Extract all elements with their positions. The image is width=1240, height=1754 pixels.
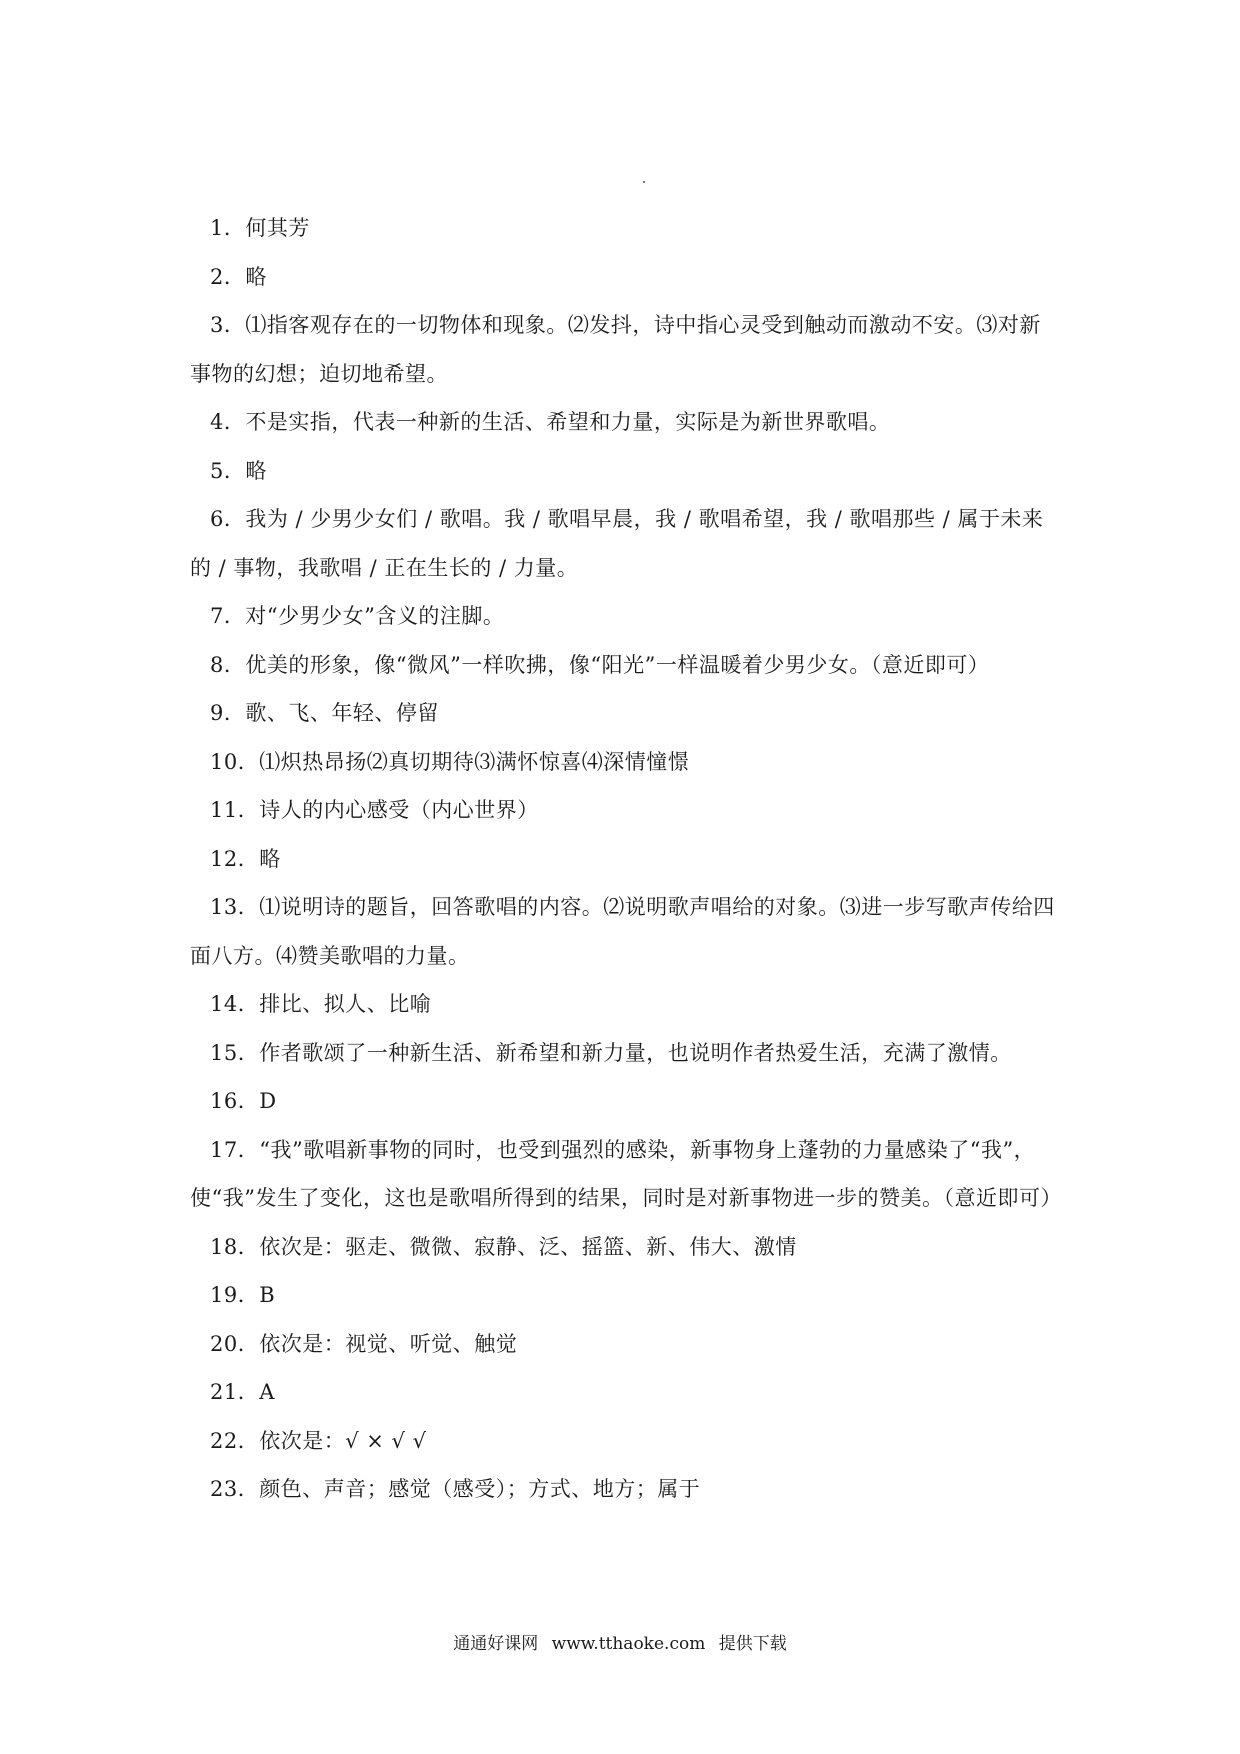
answer-number: 14． [210,992,260,1016]
answer-number: 3． [210,313,246,337]
answer-item-13 [190,883,1060,980]
answer-number: 9． [210,701,246,725]
answer-text: D [259,1089,277,1113]
answer-number: 21． [210,1380,260,1404]
answer-text: 优美的形象，像“微风”一样吹拂，像“阳光”一样温暖着少男少女。（意近即可） [245,652,990,677]
footer-url: www.tthaoke.com [551,1634,706,1654]
answer-text: 歌、飞、年轻、停留 [245,701,439,725]
answer-text: 略 [259,846,281,871]
footer-suffix: 提供下载 [718,1634,787,1654]
answer-number: 11． [210,798,260,822]
answer-text: 依次是：驱走、微微、寂静、泛、摇篮、新、伟大、激情 [259,1234,797,1259]
answer-item-23 [190,1465,1060,1514]
answer-number: 17． [210,1137,260,1162]
answer-item-7 [190,592,1060,641]
answer-number: 13． [210,895,260,919]
answer-number: 8． [210,652,246,677]
answer-number: 18． [210,1234,260,1259]
footer-site-name: 通通好课网 [453,1634,539,1654]
answer-number: 10． [210,749,260,774]
answer-item-4 [190,398,1060,447]
answer-text: 作者歌颂了一种新生活、新希望和新力量，也说明作者热爱生活，充满了激情。 [259,1040,1012,1065]
answer-number: 6． [210,507,246,531]
answer-item-14 [190,980,1060,1029]
answer-number: 15． [210,1040,260,1065]
answer-list [190,204,1060,1514]
answer-text: 依次是：视觉、听觉、触觉 [259,1331,518,1356]
answer-item-10 [190,738,1060,787]
answer-item-2 [190,253,1060,302]
answer-item-8 [190,641,1060,690]
answer-number: 16． [210,1089,260,1113]
answer-text: 诗人的内心感受（内心世界） [259,798,539,822]
answer-text: 不是实指，代表一种新的生活、希望和力量，实际是为新世界歌唱。 [245,410,891,434]
answer-item-17 [190,1126,1060,1223]
answer-text: 何其芳 [245,216,310,240]
answer-item-16 [190,1077,1060,1126]
answer-number: 19． [210,1283,260,1307]
answer-number: 7． [210,604,246,628]
scan-speck [643,181,645,183]
answer-item-22 [190,1417,1060,1466]
answer-number: 1． [210,216,246,240]
answer-item-11 [190,786,1060,835]
answer-text: B [259,1283,276,1307]
answer-text: 略 [245,264,267,289]
page-footer [0,1629,1240,1654]
answer-text: 我为 / 少男少女们 / 歌唱。我 / 歌唱早晨，我 / 歌唱希望，我 / 歌唱那些 / 属于未来的 / 事物，我歌唱 / 正在生长的 / 力量。 [190,507,1044,580]
answer-text: 略 [245,458,267,483]
answer-item-6 [190,495,1060,592]
answer-number: 5． [210,458,246,483]
answer-text: ⑴说明诗的题旨，回答歌唱的内容。⑵说明歌声唱给的对象。⑶进一步写歌声传给四面八方。⑷赞美歌唱的力量。 [190,895,1055,968]
answer-text: ⑴指客观存在的一切物体和现象。⑵发抖，诗中指心灵受到触动而激动不安。⑶对新事物的幻想；迫切地希望。 [190,313,1041,386]
answer-text: 颜色、声音；感觉（感受）；方式、地方；属于 [259,1477,701,1501]
answer-item-1 [190,204,1060,253]
answer-item-3 [190,301,1060,398]
answer-number: 2． [210,264,246,289]
answer-item-5 [190,447,1060,496]
answer-number: 12． [210,846,260,871]
answer-item-19 [190,1271,1060,1320]
answer-text: A [259,1380,275,1404]
answer-item-20 [190,1320,1060,1369]
answer-text: 依次是：√ × √ √ [259,1428,427,1453]
answer-item-9 [190,689,1060,738]
answer-item-21 [190,1368,1060,1417]
answer-text: ⑴炽热昂扬⑵真切期待⑶满怀惊喜⑷深情憧憬 [259,749,690,774]
answer-text: 排比、拟人、比喻 [259,992,432,1016]
answer-number: 4． [210,410,246,434]
answer-number: 23． [210,1477,260,1501]
answer-text: 对“少男少女”含义的注脚。 [245,604,505,628]
answer-number: 22． [210,1428,260,1453]
answer-item-12 [190,835,1060,884]
answer-number: 20． [210,1331,260,1356]
answer-text: “我”歌唱新事物的同时，也受到强烈的感染，新事物身上蓬勃的力量感染了“我”，使“我”发生了变化，这也是歌唱所得到的结果，同时是对新事物进一步的赞美。（意近即可） [190,1137,1062,1210]
answer-item-18 [190,1223,1060,1272]
answer-item-15 [190,1029,1060,1078]
